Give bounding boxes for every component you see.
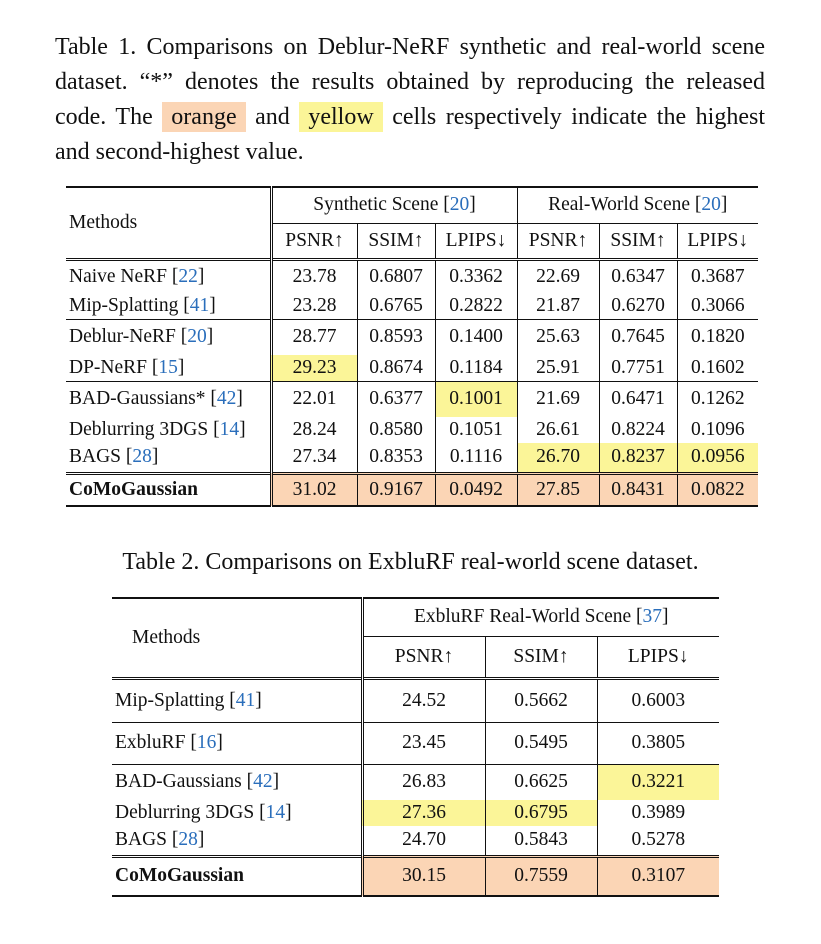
value-cell: 0.8224: [599, 417, 677, 443]
citation-link[interactable]: 14: [265, 802, 286, 823]
value-cell: 0.3989: [597, 800, 719, 826]
citation-link[interactable]: 15: [158, 356, 178, 378]
value-cell: 23.45: [362, 722, 485, 764]
value-cell: 26.61: [517, 417, 599, 443]
value-cell: 0.5843: [485, 826, 597, 856]
table1-caption: [55, 30, 765, 170]
value-cell: 0.3805: [597, 722, 719, 764]
citation-link[interactable]: 28: [132, 446, 152, 468]
value-cell: 28.24: [271, 417, 357, 443]
method-name: DP-NeRF [15]: [69, 356, 185, 378]
table-row: [66, 381, 758, 417]
method-name: [66, 473, 271, 506]
value-cell: 21.87: [517, 293, 599, 319]
value-cell: 0.6807: [357, 259, 435, 293]
table-row: [66, 443, 758, 473]
citation-link[interactable]: 41: [189, 294, 210, 316]
metric-header: SSIM↑: [357, 223, 435, 259]
value-cell: 0.1096: [677, 417, 758, 443]
table-row: [66, 355, 758, 381]
value-cell: 0.5662: [485, 678, 597, 722]
value-cell: 0.0822: [677, 473, 758, 506]
method-label: Deblurring 3DGS: [69, 419, 209, 440]
method-label: Naive NeRF: [69, 265, 168, 287]
citation-link[interactable]: 16: [196, 732, 217, 753]
value-cell: 0.8353: [357, 443, 435, 473]
table-row: [112, 800, 719, 826]
caption-text: cells respectively indicate the highest and second-highest value.: [55, 104, 765, 165]
value-cell: 31.02: [271, 473, 357, 506]
value-cell: 0.3221: [597, 764, 719, 800]
group-label: Synthetic Scene: [313, 194, 439, 216]
table-row: [112, 856, 719, 896]
value-cell: 0.1602: [677, 355, 758, 381]
value-cell: 0.2822: [435, 293, 517, 319]
table-row: [66, 319, 758, 355]
method-name: Deblurring 3DGS [14]: [69, 419, 246, 440]
table-row: [66, 417, 758, 443]
method-label: BAGS: [69, 446, 122, 468]
value-cell: 28.77: [271, 319, 357, 355]
citation-link[interactable]: 20: [449, 194, 470, 216]
value-cell: 0.5495: [485, 722, 597, 764]
value-cell: 0.6003: [597, 678, 719, 722]
value-cell: 0.1001: [435, 381, 517, 417]
value-cell: 0.1400: [435, 319, 517, 355]
value-cell: 25.91: [517, 355, 599, 381]
value-cell: 27.85: [517, 473, 599, 506]
method-label: CoMoGaussian: [69, 478, 198, 500]
yellow-swatch: yellow: [299, 102, 382, 132]
value-cell: 0.8580: [357, 417, 435, 443]
value-cell: 0.3107: [597, 856, 719, 896]
method-label: Mip-Splatting: [115, 689, 225, 711]
metric-header: PSNR↑: [517, 223, 599, 259]
value-cell: 0.7645: [599, 319, 677, 355]
method-name: [112, 856, 362, 896]
method-name: Mip-Splatting [41]: [69, 294, 216, 316]
group-header-exblurf: ExbluRF Real-World Scene [37]: [362, 598, 719, 636]
value-cell: 0.1820: [677, 319, 758, 355]
value-cell: 0.1051: [435, 417, 517, 443]
caption-text: Table 1. Comparisons on Deblur-NeRF synthetic and real-world scene dataset. “*” denotes the results obtained by reproducing the released code. The: [55, 34, 765, 130]
method-label: CoMoGaussian: [115, 865, 244, 887]
metric-header: SSIM↑: [485, 636, 597, 678]
method-name: Naive NeRF [22]: [66, 259, 271, 293]
citation-link[interactable]: 41: [235, 689, 256, 711]
value-cell: 22.01: [271, 381, 357, 417]
method-name: ExbluRF [16]: [112, 722, 362, 764]
citation-link[interactable]: 28: [178, 829, 198, 851]
method-label: Deblurring 3DGS: [115, 802, 255, 823]
table-row: [66, 473, 758, 506]
value-cell: 26.70: [517, 443, 599, 473]
table1: [66, 186, 758, 507]
metric-header: PSNR↑: [271, 223, 357, 259]
value-cell: 22.69: [517, 259, 599, 293]
value-cell: 0.7559: [485, 856, 597, 896]
method-label: ExbluRF: [115, 732, 186, 753]
value-cell: 0.8674: [357, 355, 435, 381]
table-row: [112, 826, 719, 856]
citation-link[interactable]: 14: [219, 419, 240, 440]
value-cell: 0.6471: [599, 381, 677, 417]
value-cell: 0.9167: [357, 473, 435, 506]
value-cell: 0.1184: [435, 355, 517, 381]
value-cell: 26.83: [362, 764, 485, 800]
table2: [112, 597, 719, 897]
value-cell: 0.6795: [485, 800, 597, 826]
value-cell: 0.6625: [485, 764, 597, 800]
orange-swatch: orange: [162, 102, 245, 132]
value-cell: 27.36: [362, 800, 485, 826]
value-cell: 0.6270: [599, 293, 677, 319]
table-row: [112, 678, 719, 722]
value-cell: 0.1262: [677, 381, 758, 417]
table-row: [112, 764, 719, 800]
method-name: BAGS [28]: [69, 446, 159, 468]
value-cell: 21.69: [517, 381, 599, 417]
table2-caption: Table 2. Comparisons on ExbluRF real-world scene dataset.: [122, 549, 699, 575]
value-cell: 0.8237: [599, 443, 677, 473]
group-label: Real-World Scene: [548, 194, 691, 216]
value-cell: 0.5278: [597, 826, 719, 856]
value-cell: 0.0956: [677, 443, 758, 473]
metric-header: SSIM↑: [599, 223, 677, 259]
method-label: DP-NeRF: [69, 356, 148, 378]
value-cell: 0.3362: [435, 259, 517, 293]
methods-header: Methods: [132, 626, 201, 648]
value-cell: 0.1116: [435, 443, 517, 473]
method-name: Deblur-NeRF [20]: [66, 319, 271, 355]
citation-link[interactable]: 20: [701, 194, 721, 216]
metric-header: LPIPS↓: [435, 223, 517, 259]
metric-header: LPIPS↓: [597, 636, 719, 678]
value-cell: 25.63: [517, 319, 599, 355]
method-label: Deblur-NeRF: [69, 326, 176, 348]
value-cell: 0.8593: [357, 319, 435, 355]
method-label: Mip-Splatting: [69, 294, 179, 316]
method-label: BAGS: [115, 829, 168, 851]
group-header-synthetic: Synthetic Scene [20]: [271, 187, 517, 223]
method-name: Mip-Splatting [41]: [112, 678, 362, 722]
value-cell: 23.28: [271, 293, 357, 319]
value-cell: 0.6347: [599, 259, 677, 293]
table-row: [66, 259, 758, 293]
citation-link[interactable]: 22: [178, 265, 198, 287]
table-row: [112, 722, 719, 764]
value-cell: 0.3687: [677, 259, 758, 293]
value-cell: 24.70: [362, 826, 485, 856]
group-header-realworld: Real-World Scene [20]: [517, 187, 758, 223]
citation-link[interactable]: 20: [187, 326, 207, 348]
metric-header: PSNR↑: [362, 636, 485, 678]
metric-header: LPIPS↓: [677, 223, 758, 259]
method-name: BAD-Gaussians* [42]: [66, 381, 271, 417]
value-cell: 0.8431: [599, 473, 677, 506]
value-cell: 27.34: [271, 443, 357, 473]
value-cell: 24.52: [362, 678, 485, 722]
method-label: BAD-Gaussians*: [69, 388, 206, 410]
value-cell: 29.23: [271, 355, 357, 381]
value-cell: 0.6377: [357, 381, 435, 417]
value-cell: 30.15: [362, 856, 485, 896]
value-cell: 0.0492: [435, 473, 517, 506]
value-cell: 0.3066: [677, 293, 758, 319]
caption-text: and: [245, 104, 300, 130]
method-name: BAGS [28]: [115, 829, 205, 851]
group-label: ExbluRF Real-World Scene: [413, 606, 632, 628]
citation-link[interactable]: 37: [642, 606, 663, 628]
value-cell: 0.7751: [599, 355, 677, 381]
citation-link[interactable]: 42: [216, 388, 237, 410]
method-name: BAD-Gaussians [42]: [112, 764, 362, 800]
methods-header: Methods: [69, 211, 138, 233]
method-name: Deblurring 3DGS [14]: [115, 802, 292, 823]
value-cell: 23.78: [271, 259, 357, 293]
citation-link[interactable]: 42: [253, 771, 273, 793]
table-row: [66, 293, 758, 319]
value-cell: 0.6765: [357, 293, 435, 319]
method-label: BAD-Gaussians: [115, 771, 242, 793]
